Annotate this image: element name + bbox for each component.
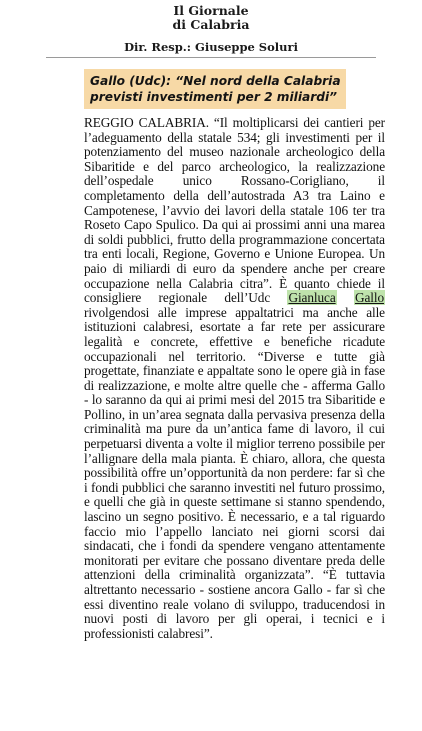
header-divider	[46, 57, 376, 58]
article-paragraph	[84, 116, 385, 641]
article-body	[84, 116, 385, 641]
highlighted-last-name: Gallo	[354, 290, 384, 306]
masthead-title-line1: Il Giornale	[173, 3, 249, 18]
article-headline	[84, 69, 346, 109]
highlighted-first-name: Gianluca	[288, 290, 336, 306]
newspaper-masthead	[0, 4, 422, 32]
editor-credit: Dir. Resp.: Giuseppe Soluri	[124, 40, 298, 54]
headline-line-2: previsti investimenti per 2 miliardi”	[90, 90, 338, 104]
body-text-part-1: REGGIO CALABRIA. “Il moltiplicarsi dei cantieri per l’adeguamento della statale 534; gli investimenti per il potenziamento del museo nazionale archeologico della Sibaritide e del parco archeologico, la realizzazione dell’ospedale unico Rossano-Corigliano, il completamento della dell’autostrada A3 tra Laino e Campotenese, l’avvio dei lavori della statale 106 ter tra Roseto Capo Spulico. Da qui ai prossimi anni una marea di soldi pubblici, frutto della programmazione concertata tra enti locali, Regione, Governo e Unione Europea. Un paio di miliardi di euro da spendere anche per creare occupazione nella Calabria citra”. È quanto chiede il consigliere regionale dell’Udc	[84, 115, 385, 306]
masthead-title-line2: di Calabria	[172, 17, 250, 32]
body-text-part-2: rivolgendosi alle imprese appaltatrici ma anche alle istituzioni calabresi, esortate a far rete per assicurare legalità e concrete, effettive e benefiche ricadute occupazionali nel territorio. “Diverse e tutte già progettate, finanziate e appaltate sono le opere già in fase di realizzazione, e molte altre quelle che - afferma Gallo - lo saranno da qui ai primi mesi del 2015 tra Sibaritide e Pollino, in un’area segnata dalla pervasiva presenza della criminalità ma pure da un’antica fame di lavoro, il cui perpetuarsi diventa a volte il miglior terreno possibile per l’allignare della mala pianta. È chiaro, allora, che questa possibilità offre un’opportunità da non perdere: far sì che i fondi pubblici che saranno investiti nel futuro prossimo, e quelli che già in queste settimane si stanno spendendo, lascino un segno positivo. È necessario, e a tal riguardo faccio mio l’appello lanciato nei giorni scorsi dai sindacati, che i fondi da spendere vengano attentamente monitorati per evitare che possano diventare preda delle attenzioni della criminalità organizzata”. “È tuttavia altrettanto necessario - sostiene ancora Gallo - far sì che essi diventino reale volano di sviluppo, traducendosi in nuovi posti di lavoro per gli operai, i tecnici e i professionisti calabresi”.	[84, 304, 385, 641]
headline-line-1: Gallo (Udc): “Nel nord della Calabria	[90, 74, 341, 88]
